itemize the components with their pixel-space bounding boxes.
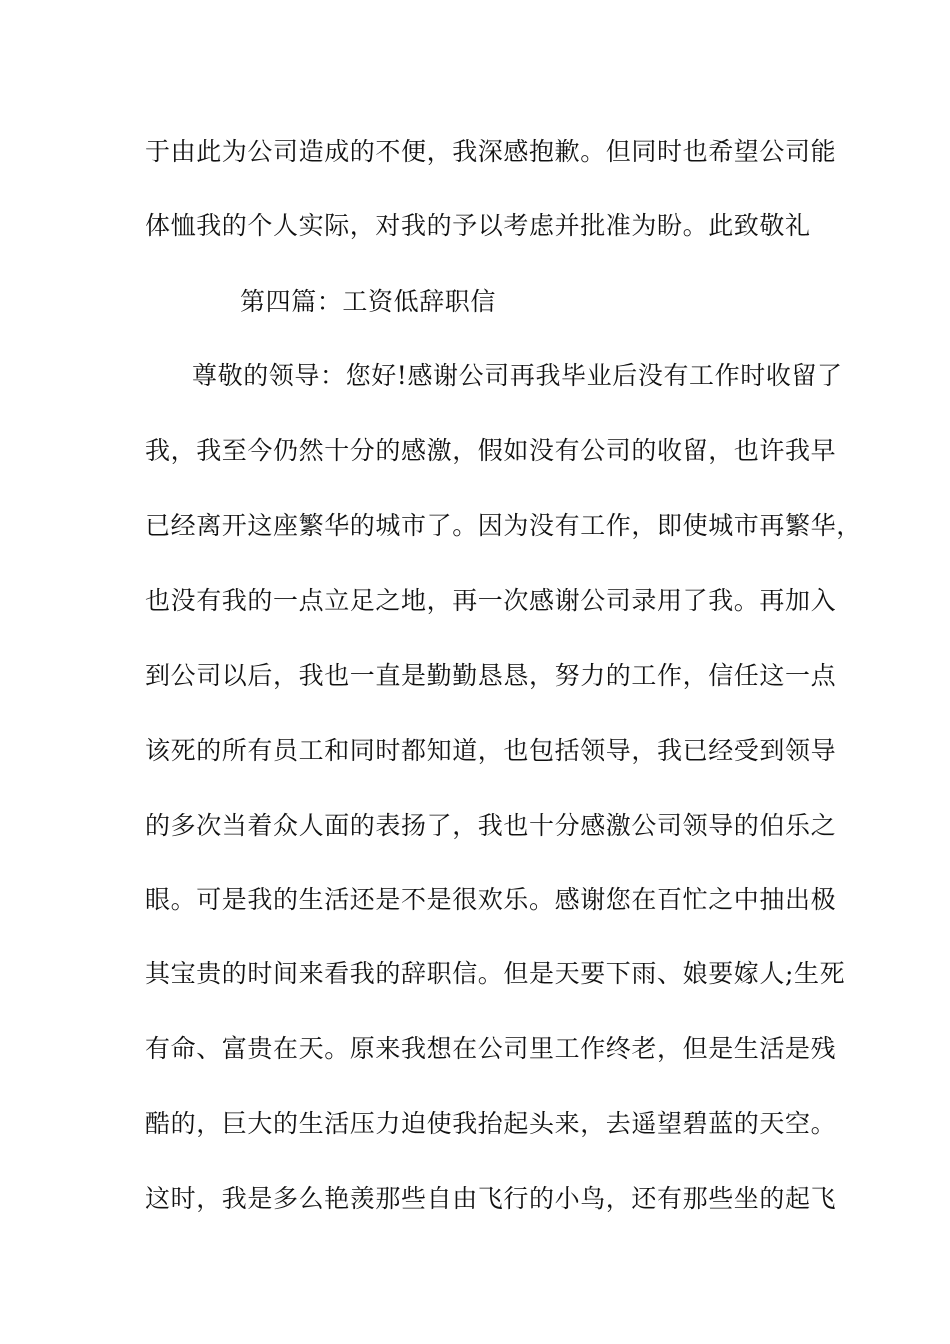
text-line: 有命、富贵在天。原来我想在公司里工作终老，但是生活是残 bbox=[145, 1034, 837, 1063]
text-line: 酷的，巨大的生活压力迫使我抬起头来，去遥望碧蓝的天空。 bbox=[145, 1109, 837, 1138]
text-line: 也没有我的一点立足之地，再一次感谢公司录用了我。再加入 bbox=[145, 586, 837, 615]
text-line: 我，我至今仍然十分的感激，假如没有公司的收留，也许我早 bbox=[145, 436, 837, 465]
paragraph-first-line: 尊敬的领导：您好!感谢公司再我毕业后没有工作时收留了 bbox=[192, 361, 843, 390]
text-line: 于由此为公司造成的不便，我深感抱歉。但同时也希望公司能 bbox=[145, 137, 837, 166]
text-line: 到公司以后，我也一直是勤勤恳恳，努力的工作，信任这一点 bbox=[145, 661, 837, 690]
text-line: 的多次当着众人面的表扬了，我也十分感激公司领导的伯乐之 bbox=[145, 811, 837, 840]
text-line: 其宝贵的时间来看我的辞职信。但是天要下雨、娘要嫁人;生死 bbox=[145, 959, 846, 988]
text-line: 这时，我是多么艳羡那些自由飞行的小鸟，还有那些坐的起飞 bbox=[145, 1184, 837, 1213]
text-line: 该死的所有员工和同时都知道，也包括领导，我已经受到领导 bbox=[145, 736, 837, 765]
text-line: 眼。可是我的生活还是不是很欢乐。感谢您在百忙之中抽出极 bbox=[145, 885, 837, 914]
text-line: 体恤我的个人实际，对我的予以考虑并批准为盼。此致敬礼 bbox=[145, 211, 811, 240]
text-line: 已经离开这座繁华的城市了。因为没有工作，即使城市再繁华， bbox=[145, 511, 862, 540]
section-heading: 第四篇：工资低辞职信 bbox=[240, 287, 497, 316]
